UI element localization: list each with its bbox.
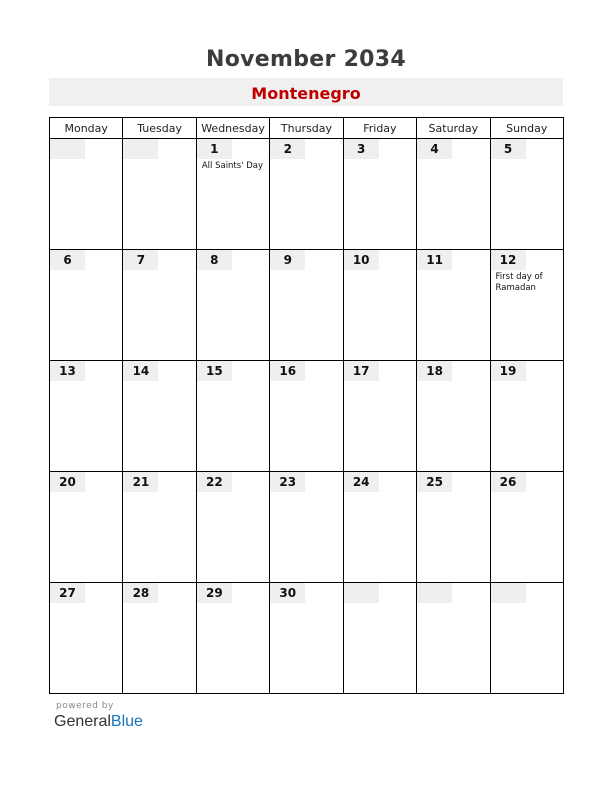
day-cell[interactable]: [270, 361, 343, 472]
day-cell[interactable]: [490, 139, 563, 250]
day-number: 7: [136, 253, 146, 267]
powered-by-label: powered by: [56, 701, 114, 711]
day-cell[interactable]: [123, 139, 196, 250]
week-row: [50, 250, 564, 361]
holiday-label: All Saints' Day: [201, 161, 264, 171]
day-cell[interactable]: [343, 250, 416, 361]
weekday-header-row: [50, 118, 564, 139]
day-number: 10: [352, 253, 370, 267]
day-number: 28: [132, 586, 150, 600]
day-number: 20: [59, 475, 76, 489]
calendar-grid: [49, 117, 564, 694]
day-cell[interactable]: [343, 139, 416, 250]
day-cell[interactable]: [490, 250, 563, 361]
day-cell[interactable]: [417, 361, 490, 472]
weekday-header: Saturday: [417, 118, 490, 139]
day-number: 17: [352, 364, 370, 378]
day-number: 2: [283, 142, 292, 156]
day-number: 15: [205, 364, 223, 378]
day-number: 22: [205, 475, 223, 489]
day-number: 30: [279, 586, 297, 600]
brand-general-text: General: [54, 713, 111, 730]
day-number: 23: [279, 475, 297, 489]
day-cell[interactable]: [490, 361, 563, 472]
weekday-header: Wednesday: [196, 118, 269, 139]
day-number: 27: [59, 586, 76, 600]
calendar-title: November 2034: [205, 47, 407, 72]
day-number: 26: [499, 475, 517, 489]
day-cell[interactable]: [343, 472, 416, 583]
day-number: 1: [210, 142, 219, 156]
week-row: [50, 139, 564, 250]
day-cell[interactable]: [50, 583, 123, 694]
day-number: 4: [430, 142, 439, 156]
day-cell[interactable]: [196, 250, 269, 361]
day-number: 24: [352, 475, 370, 489]
day-cell[interactable]: [50, 139, 123, 250]
generalblue-logo[interactable]: [54, 713, 143, 731]
day-number: 12: [499, 253, 517, 267]
day-number: 21: [132, 475, 150, 489]
day-number: 6: [63, 253, 72, 267]
day-cell[interactable]: [50, 250, 123, 361]
weekday-header: Friday: [343, 118, 416, 139]
day-cell[interactable]: [270, 250, 343, 361]
day-number: 19: [499, 364, 517, 378]
day-cell[interactable]: [196, 361, 269, 472]
week-row: [50, 583, 564, 694]
day-cell[interactable]: [123, 250, 196, 361]
day-cell[interactable]: [196, 472, 269, 583]
day-cell[interactable]: [196, 583, 269, 694]
day-number: [50, 139, 85, 159]
day-number: 13: [59, 364, 76, 378]
day-cell[interactable]: [270, 139, 343, 250]
weekday-header: Thursday: [270, 118, 343, 139]
day-cell[interactable]: [417, 139, 490, 250]
day-number: 9: [283, 253, 292, 267]
day-number: 5: [503, 142, 513, 156]
week-row: [50, 472, 564, 583]
day-number: 11: [426, 253, 443, 267]
holiday-label: First day of Ramadan: [495, 272, 543, 293]
day-number: [344, 583, 379, 603]
day-cell[interactable]: [343, 361, 416, 472]
day-number: 8: [210, 253, 219, 267]
day-number: 3: [357, 142, 366, 156]
day-number: [417, 583, 452, 603]
day-cell[interactable]: [196, 139, 269, 250]
day-cell[interactable]: [50, 472, 123, 583]
day-cell[interactable]: [123, 583, 196, 694]
day-cell[interactable]: [270, 472, 343, 583]
brand-blue-text: Blue: [110, 713, 143, 730]
week-row: [50, 361, 564, 472]
day-number: 18: [426, 364, 443, 378]
weekday-header: Tuesday: [123, 118, 196, 139]
weekday-header: Monday: [50, 118, 123, 139]
weekday-header: Sunday: [490, 118, 563, 139]
day-cell[interactable]: [417, 583, 490, 694]
day-cell[interactable]: [490, 583, 563, 694]
day-cell[interactable]: [490, 472, 563, 583]
day-cell[interactable]: [417, 250, 490, 361]
day-cell[interactable]: [270, 583, 343, 694]
day-number: 16: [279, 364, 297, 378]
day-number: 25: [426, 475, 443, 489]
day-number: [491, 583, 526, 603]
country-name: Montenegro: [251, 84, 361, 103]
day-cell[interactable]: [123, 472, 196, 583]
day-number: [123, 139, 158, 159]
day-number: 14: [132, 364, 150, 378]
day-cell[interactable]: [417, 472, 490, 583]
day-cell[interactable]: [343, 583, 416, 694]
day-cell[interactable]: [123, 361, 196, 472]
day-number: 29: [205, 586, 223, 600]
day-cell[interactable]: [50, 361, 123, 472]
